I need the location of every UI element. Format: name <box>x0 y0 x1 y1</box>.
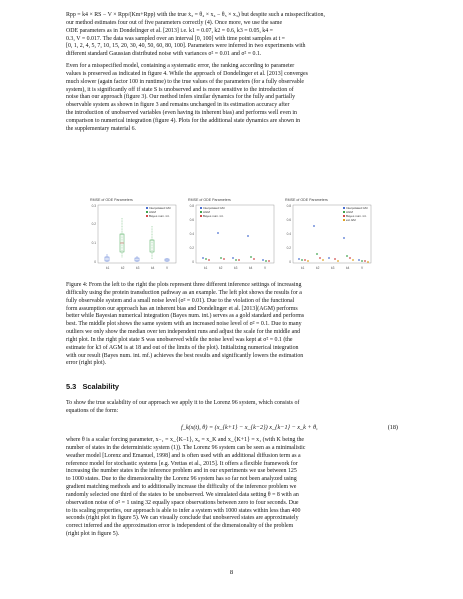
x-tick: k3 <box>331 266 335 270</box>
boxplot-fully-observable <box>88 196 180 276</box>
y-tick: 0 <box>94 260 96 264</box>
legend-swatch <box>343 207 345 209</box>
y-tick: 0.4 <box>286 232 291 236</box>
y-tick: 0 <box>289 260 291 264</box>
legend-label: Interpolated GM <box>149 206 171 210</box>
x-tick: k2 <box>219 266 223 270</box>
y-tick: 0.8 <box>189 204 194 208</box>
median-markers <box>202 232 270 262</box>
y-tick: 0.2 <box>286 246 291 250</box>
text-line: system), it is significantly off if state S is unobserved and is more sensitive to the introduction of <box>66 86 294 93</box>
legend-label: Bayes num. int. <box>149 214 170 218</box>
boxplot-higher-noise <box>186 196 278 276</box>
text-line: observable system as shown in figure 3 and remains unchanged in its estimation accuracy after <box>66 102 290 109</box>
y-tick: 0.6 <box>286 218 291 222</box>
legend-swatch <box>200 211 202 213</box>
x-tick: k3 <box>136 266 140 270</box>
text-line: estimate for k3 of AGM is at 18 and out of the limits of the plot). Initializing numerical integration <box>66 344 299 351</box>
text-line: ODE parameters as in Dondelinger et al. [2013] i.e. k1 = 0.07, k2 = 0.6, k3 = 0.05, k4 = <box>66 27 273 34</box>
x-tick: V <box>264 266 267 270</box>
text-line: Even for a misspecified model, containing a systematic error, the ranking according to parameter <box>66 63 295 69</box>
text-line: randomly selected one third of the states to be unobserved. We simulated data setting θ = 8 with an <box>66 491 299 498</box>
text-line: much slower (again factor 100 in runtime) to the true values of the parameters (for a fully observable <box>66 78 304 85</box>
text-line: to its scaling properties, our approach is able to infer a system with 1000 states within less than 400 <box>66 507 301 514</box>
y-tick: 0.6 <box>189 218 194 222</box>
text-line: the introduction of unobserved variables (even having its inherent bias) and performs well even in <box>66 110 297 117</box>
legend-swatch <box>200 215 202 217</box>
y-tick: 0.3 <box>91 204 96 208</box>
text-line: To show the true scalability of our approach we apply it to the Lorenz 96 system, which consists of <box>66 400 300 406</box>
section-heading <box>66 382 119 391</box>
x-tick: k1 <box>204 266 208 270</box>
text-line: Rpp = k4 × RS − V × Rpp/(Km+Rpp) with the true ẋ₃ = θ₄ × x₄ − θ₅ × x₃) but despite such a misspecification, <box>66 12 325 18</box>
text-line: (right plot in figure 5). <box>66 531 120 538</box>
paragraph-lorenz-details <box>66 437 398 539</box>
x-tick: k1 <box>106 266 110 270</box>
paragraph-lorenz-intro <box>66 400 398 416</box>
legend-label: AGM <box>149 210 156 214</box>
plot-title: RMSE of ODE Parameters <box>285 198 328 202</box>
text-line: values is preserved as indicated in figure 4. While the approach of Dondelinger et al. [2013] converges <box>66 70 308 77</box>
y-tick: 0.4 <box>189 232 194 236</box>
paragraph-model-misspecification <box>66 12 398 59</box>
x-tick: k4 <box>346 266 350 270</box>
plot-title: RMSE of ODE Parameters <box>90 198 133 202</box>
boxplot-marks <box>105 218 169 262</box>
equation-number: (18) <box>387 424 398 431</box>
legend-label: Interpolated GM <box>203 206 225 210</box>
figure-4-caption <box>66 282 398 368</box>
plot-title: RMSE of ODE Parameters <box>188 198 231 202</box>
page-number: 8 <box>229 569 234 576</box>
text-line: seconds (right plot in figure 5). We can visually conclude that unobserved states are approximately <box>66 515 299 522</box>
legend-label: Bayes num. int. <box>203 214 224 218</box>
boxplot-unobserved-state <box>283 196 375 276</box>
y-tick: 0.8 <box>286 204 291 208</box>
y-tick: 0.2 <box>91 222 96 226</box>
text-line: comparison to numerical integration (figure 4). Plots for the additional state dynamics are shown in <box>66 117 301 124</box>
legend-label: AGM <box>203 210 210 214</box>
median-markers <box>298 225 369 263</box>
equation-body: f_k(x(t), θ) = (x_{k+1} − x_{k−2}) x_{k−1} − x_k + θ, <box>181 424 318 431</box>
y-tick: 0 <box>192 260 194 264</box>
text-line: with our result (Bayes num. int. mf.) achieves the best results and significantly lowers the estimation <box>66 352 304 359</box>
text-line: Figure 4: From the left to the right the plots represent three different inference settings of increasing <box>66 282 302 288</box>
legend-swatch <box>146 215 148 217</box>
legend-swatch <box>343 219 345 221</box>
legend-label: ext.GM <box>346 218 356 222</box>
text-line: [0, 1, 2, 4, 5, 7, 10, 15, 20, 30, 40, 50, 60, 80, 100]. Parameters were inferred in two experiments with <box>66 43 306 50</box>
text-line: equations of the form: <box>66 407 119 414</box>
legend-swatch <box>343 215 345 217</box>
text-line: better while Bayesian numerical integration (Bayes num. int.) serves as a gold standard and performs <box>66 313 305 320</box>
x-tick: k3 <box>234 266 238 270</box>
text-line: best. The middle plot shows the same system with an increased noise level of σ² = 0.1. Due to many <box>66 321 302 328</box>
section-number: 5.3 <box>66 382 77 391</box>
text-line: right plot. In the right plot state S was unobserved while the noise level was kept at σ² = 0.1 (the <box>66 336 293 343</box>
x-tick: V <box>166 266 169 270</box>
text-line: difficulty using the protein transduction pathway as an example. The left plot shows the results for a <box>66 289 302 296</box>
text-line: error (right plot). <box>66 360 107 367</box>
legend-label: Bayes num. int. <box>346 214 367 218</box>
text-line: to 1000 states. Due to the dimensionality the Lorenz 96 system has so far not been analyzed using <box>66 476 297 483</box>
x-tick: k2 <box>121 266 125 270</box>
x-tick: V <box>361 266 364 270</box>
text-line: form assumption our approach has an inherent bias and Dondelinger et al. [2013](AGM) performs <box>66 305 298 312</box>
text-line: noise than our approach (figure 3). Our method infers similar dynamics for the fully and partially <box>66 94 296 101</box>
x-tick: k1 <box>301 266 305 270</box>
text-line: fully observable system and a small noise level (σ² = 0.01). Due to the violation of the functional <box>66 297 295 304</box>
legend-swatch <box>146 207 148 209</box>
x-tick: k4 <box>249 266 253 270</box>
text-line: weather model [Lorenz and Emanuel, 1998] and is often used with an additional diffusion term as a <box>66 452 301 459</box>
equation-18 <box>66 424 398 434</box>
text-line: increasing the number states in the inference problem and in our experiments we use between 125 <box>66 468 297 475</box>
text-line: the supplementary material 6. <box>66 125 137 132</box>
text-line: number of states in the deterministic system (1)). The Lorenz 96 system can be seen as a minimalistic <box>66 444 306 451</box>
text-line: reference model for stochastic systems [e.g. Vrettas et al., 2015]. It offers a flexible framework for <box>66 460 298 467</box>
text-line: different standard Gaussian distributed noise with variances σ² = 0.01 and σ² = 0.1. <box>66 51 262 58</box>
legend-swatch <box>200 207 202 209</box>
x-tick: k4 <box>151 266 155 270</box>
section-title: Scalability <box>82 382 120 391</box>
legend-swatch <box>146 211 148 213</box>
text-line: correct inferred and the approximation error is independent of the dimensionality of the problem <box>66 523 294 530</box>
text-line: 0.3, V = 0.017. The data was sampled over an interval [0, 100] with time point samples at t = <box>66 35 285 42</box>
text-line: outliers we only show the median over ten independent runs and adjust the scale for the middle and <box>66 329 301 336</box>
x-tick: k2 <box>316 266 320 270</box>
y-tick: 0.1 <box>91 241 96 245</box>
legend-label: AGM <box>346 210 353 214</box>
paragraph-results-discussion <box>66 63 398 134</box>
legend-label: Interpolated GM <box>346 206 368 210</box>
text-line: our method estimates four out of five parameters correctly (4). Once more, we use the same <box>66 19 283 26</box>
text-line: observation noise of σ² = 1 using 32 equally space observations between zero to four seconds. Due <box>66 499 299 506</box>
y-tick: 0.2 <box>189 246 194 250</box>
legend-swatch <box>343 211 345 213</box>
text-line: gradient matching methods and to additionally increase the difficulty of the inference problem we <box>66 484 297 491</box>
text-line: where θ is a scalar forcing parameter, x₋₁ = x_{K−1}, x₀ = x_K and x_{K+1} = x₁ (with K being the <box>66 437 305 443</box>
